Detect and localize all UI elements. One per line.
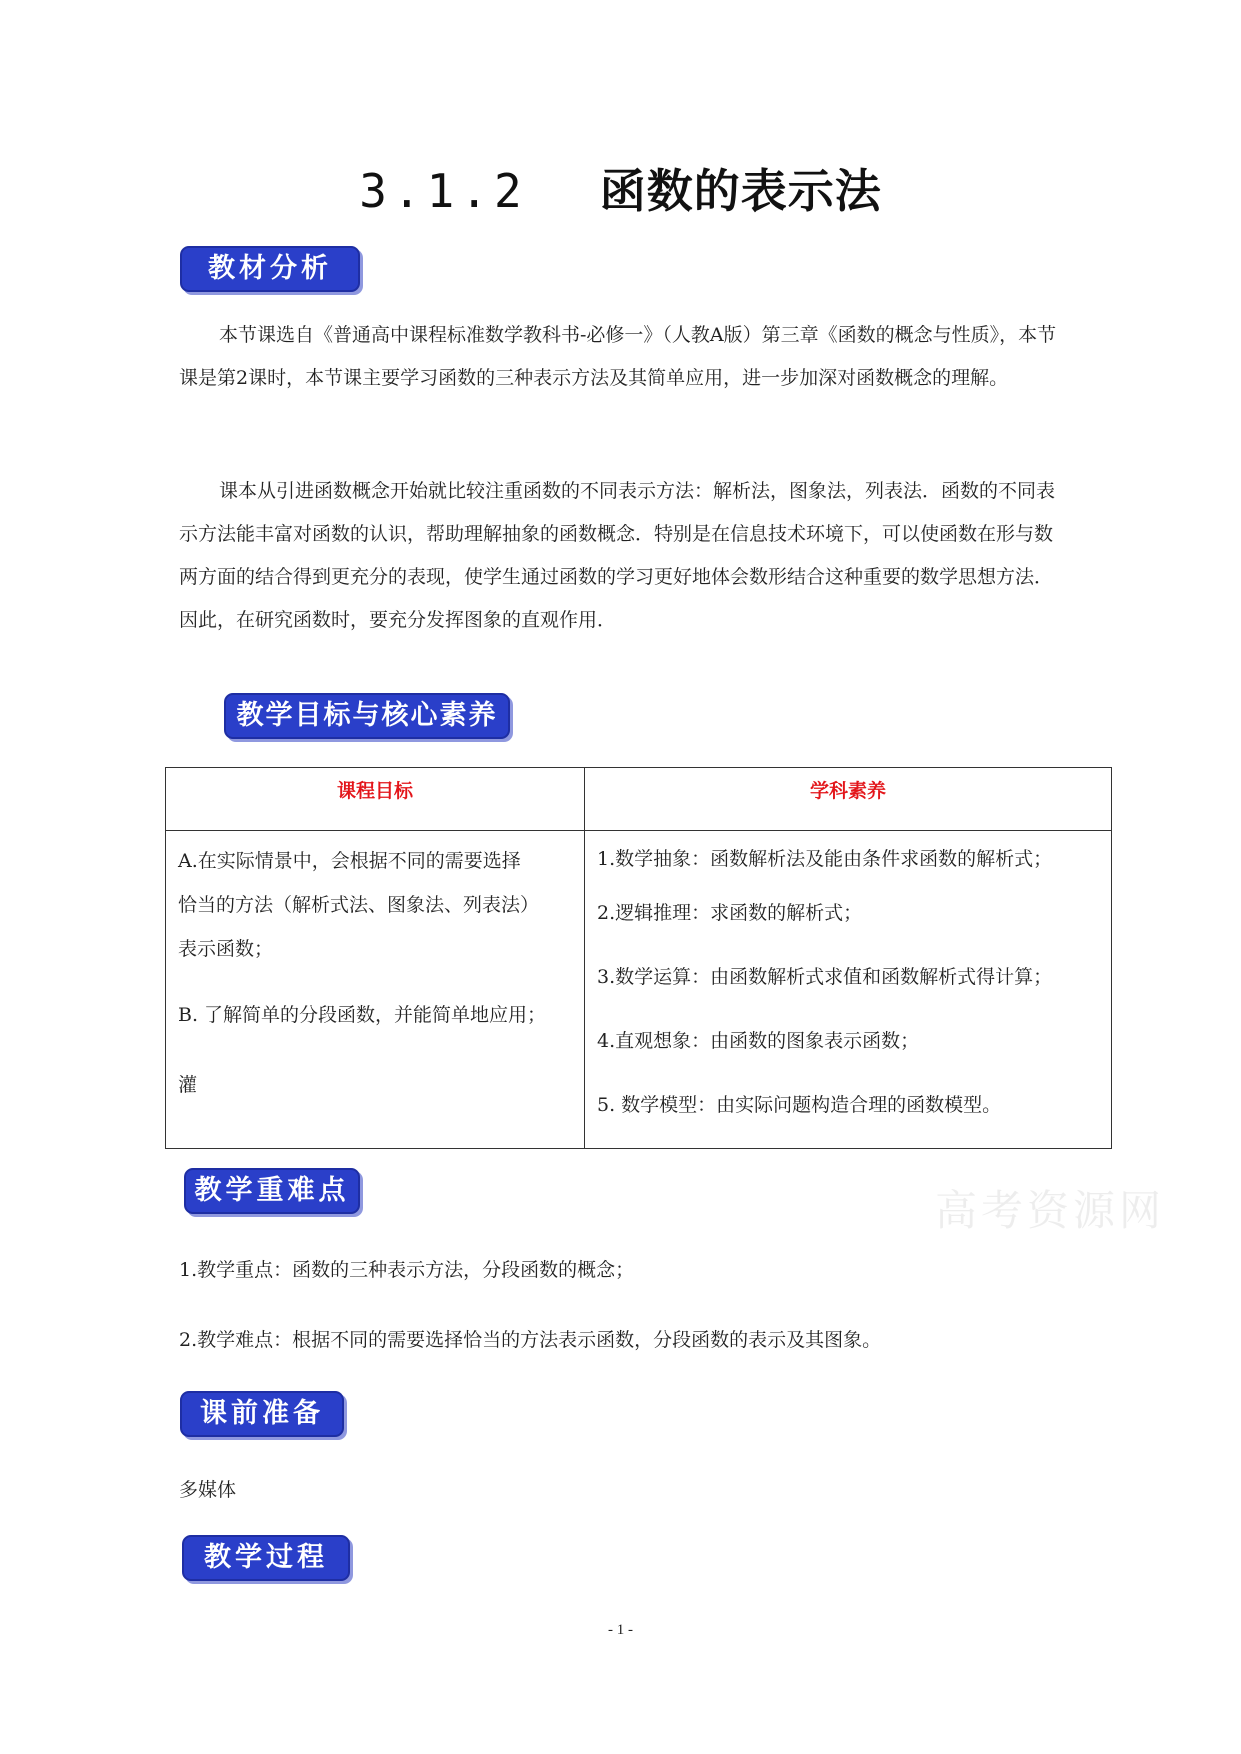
goal-b: B. 了解简单的分段函数，并能简单地应用； [178, 1004, 547, 1026]
goal-a-line-2: 恰当的方法（解析式法、图象法、列表法） [178, 894, 540, 916]
document-title [0, 155, 1241, 221]
analysis-paragraph-2 [179, 470, 1059, 642]
goal-extra: 灌 [178, 1074, 198, 1096]
section-number: 3.1.2 [359, 164, 528, 218]
analysis-paragraph-2-text: 课本从引进函数概念开始就比较注重函数的不同表示方法：解析法，图象法，列表法．函数的不同表示方法能丰富对函数的认识，帮助理解抽象的函数概念．特别是在信息技术环境下，可以使函数在形与数两方面的结合得到更充分的表现，使学生通过函数的学习更好地体会数形结合这种重要的数学思想方法．因此，在研究函数时，要充分发挥图象的直观作用． [179, 480, 1056, 631]
literacy-cell [585, 831, 1112, 1149]
preparation-text: 多媒体 [179, 1479, 237, 1501]
goals-table [165, 767, 1112, 1149]
literacy-item: 1.数学抽象：函数解析法及能由条件求函数的解析式； [597, 848, 1053, 870]
key-point-2: 2.教学难点：根据不同的需要选择恰当的方法表示函数，分段函数的表示及其图象。 [179, 1329, 882, 1351]
table-header-course-goals: 课程目标 [166, 768, 585, 831]
page-number: - 1 - [608, 1622, 633, 1638]
analysis-paragraph-1-text: 本节课选自《普通高中课程标准数学教科书-必修一》（人教A版）第三章《函数的概念与性质》，本节课是第2课时，本节课主要学习函数的三种表示方法及其简单应用，进一步加深对函数概念的理解。 [179, 324, 1057, 389]
goal-a-line-1: A.在实际情景中，会根据不同的需要选择 [178, 850, 521, 872]
table-header-literacy: 学科素养 [585, 768, 1112, 831]
goal-a-line-3: 表示函数； [178, 938, 274, 960]
literacy-item: 3.数学运算：由函数解析式求值和函数解析式得计算； [597, 966, 1053, 988]
literacy-item: 5. 数学模型：由实际问题构造合理的函数模型。 [597, 1094, 1002, 1116]
section-badge-analysis: 教材分析 [180, 246, 360, 292]
key-point-1: 1.教学重点：函数的三种表示方法，分段函数的概念； [179, 1259, 635, 1281]
literacy-item: 4.直观想象：由函数的图象表示函数； [597, 1030, 920, 1052]
literacy-item: 2.逻辑推理：求函数的解析式； [597, 902, 863, 924]
section-badge-key-points: 教学重难点 [184, 1168, 360, 1214]
section-badge-process: 教学过程 [182, 1535, 350, 1581]
section-badge-goals: 教学目标与核心素养 [224, 693, 510, 739]
course-goals-cell [166, 831, 585, 1149]
title-text: 函数的表示法 [599, 164, 882, 218]
section-badge-preparation: 课前准备 [180, 1391, 344, 1437]
analysis-paragraph-1 [179, 314, 1059, 400]
watermark: 高考资源网 [935, 1186, 1166, 1235]
